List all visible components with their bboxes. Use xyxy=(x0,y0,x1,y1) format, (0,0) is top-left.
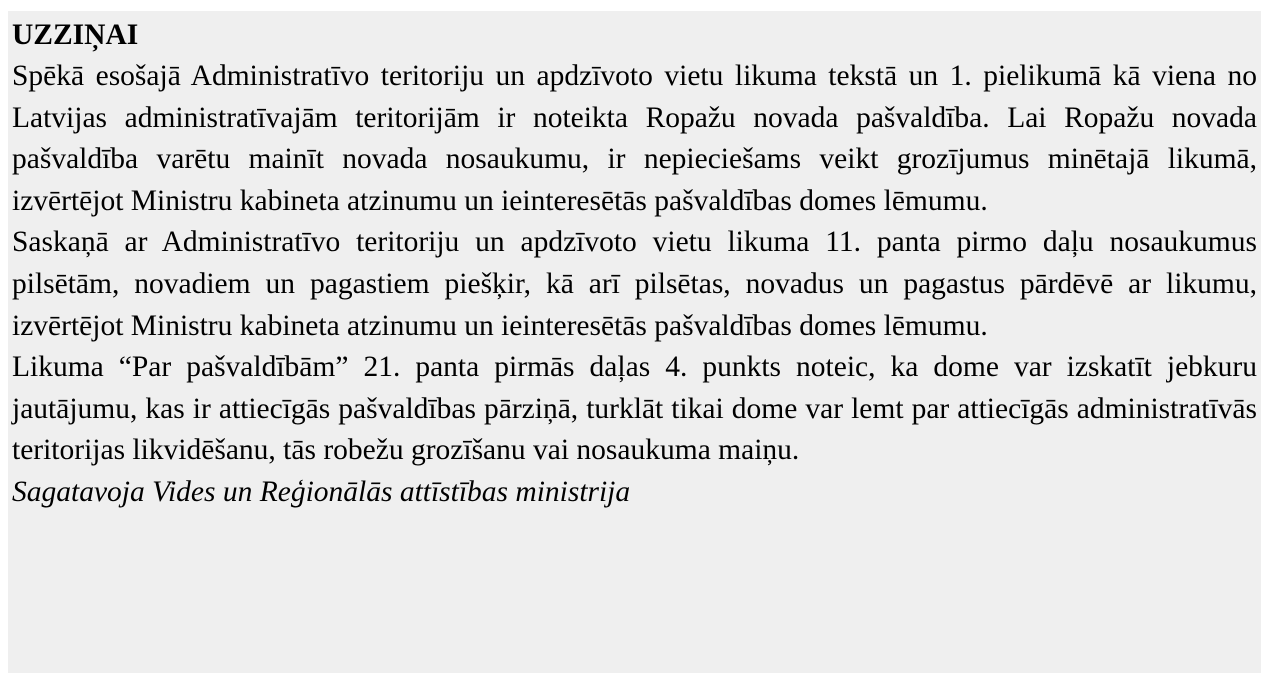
paragraph-law-article-11: Saskaņā ar Administratīvo teritoriju un apdzīvoto vietu likuma 11. panta pirmo daļu nosaukumus pilsētām, novadiem un pagastiem piešķir, kā arī pilsētas, novadus un pagastus pārdēvē ar likumu, izvērtējot Ministru kabineta atzinumu un ieinteresētās pašvaldības domes lēmumu. xyxy=(12,226,1257,342)
document-heading: UZZIŅAI xyxy=(12,19,139,51)
paragraph-name-change-requirement: Spēkā esošajā Administratīvo teritoriju un apdzīvoto vietu likuma tekstā un 1. pielikumā kā viena no Latvijas administratīvajām teritorijām ir noteikta Ropažu novada pašvaldība. Lai Ropažu novada pašvaldība varētu mainīt novada nosaukumu, ir nepieciešams veikt grozījumus minētajā likumā, izvērtējot Ministru kabineta atzinumu un ieinteresētās pašvaldības domes lēmumu. xyxy=(12,60,1257,217)
prepared-by-signature: Sagatavoja Vides un Reģionālās attīstības ministrija xyxy=(12,475,631,508)
info-panel xyxy=(8,11,1261,673)
paragraph-municipalities-law-article-21: Likuma “Par pašvaldībām” 21. panta pirmās daļas 4. punkts noteic, ka dome var izskatīt jebkuru jautājumu, kas ir attiecīgās pašvaldības pārziņā, turklāt tikai dome var lemt par attiecīgās administratīvās teritorijas likvidēšanu, tās robežu grozīšanu vai nosaukuma maiņu. xyxy=(12,351,1257,467)
